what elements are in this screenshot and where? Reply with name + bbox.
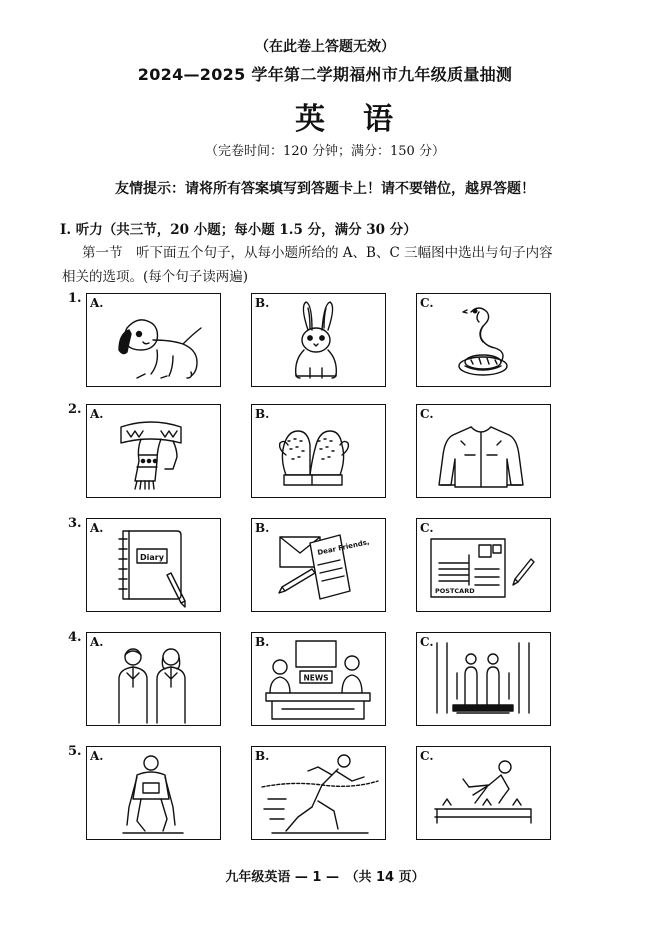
instruction-line-1: 第一节 听下面五个句子，从每小题所给的 A、B、C 三幅图中选出与句子内容 [82,245,553,261]
option-picture[interactable] [416,746,551,840]
option-label: C. [420,296,434,310]
option-picture[interactable] [86,404,221,498]
news-text: NEWS [303,673,329,683]
jacket-icon [417,405,549,496]
option-picture[interactable] [86,518,221,612]
option-picture[interactable] [251,404,386,498]
snake-icon [417,294,549,385]
option-picture[interactable] [86,746,221,840]
question-number: 3. [68,516,82,531]
statues-icon [417,633,549,724]
option-label: B. [255,521,270,535]
page-footer: 九年级英语 — 1 — （共 14 页） [225,870,425,885]
scarf-icon [87,405,219,496]
instruction-line-2: 相关的选项。(每个句子读两遍) [62,269,249,285]
option-picture[interactable] [416,404,551,498]
option-picture[interactable] [251,746,386,840]
news-anchors-icon [252,633,384,724]
option-label: C. [420,407,434,421]
subject-title: 英语 [295,102,431,137]
question-number: 1. [68,291,82,306]
option-picture[interactable] [86,293,221,387]
letter-text: Dear Friends, [316,538,371,557]
section-heading: I. 听力（共三节，20 小题；每小题 1.5 分，满分 30 分） [60,222,417,238]
friendly-tip: 友情提示：请将所有答案填写到答题卡上！请不要错位，越界答题！ [115,181,535,197]
question-number: 4. [68,630,82,645]
option-label: C. [420,521,434,535]
option-label: A. [90,296,104,310]
option-picture[interactable] [86,632,221,726]
option-label: B. [255,296,270,310]
option-label: B. [255,749,270,763]
rabbit-icon [252,294,384,385]
exam-title: 2024—2025 学年第二学期福州市九年级质量抽测 [137,65,513,84]
question-number: 2. [68,402,82,417]
sprinter-start-icon [87,747,219,838]
mittens-icon [252,405,384,496]
exam-notice: （在此卷上答题无效） [255,39,395,55]
option-label: C. [420,749,434,763]
option-label: A. [90,521,104,535]
postcard-icon [417,519,549,610]
option-picture[interactable] [251,518,386,612]
option-picture[interactable] [416,518,551,612]
option-label: A. [90,749,104,763]
long-jump-icon [417,747,549,838]
time-info: （完卷时间：120 分钟；满分：150 分） [205,144,445,159]
option-picture[interactable] [416,632,551,726]
option-picture[interactable] [251,632,386,726]
diary-icon [87,519,219,610]
question-number: 5. [68,744,82,759]
option-picture[interactable] [416,293,551,387]
option-label: B. [255,407,270,421]
postcard-text: POSTCARD [435,587,475,595]
option-label: C. [420,635,434,649]
dog-icon [87,294,219,385]
diary-text: Diary [140,553,164,562]
runner-finish-icon [252,747,384,838]
option-label: A. [90,407,104,421]
option-label: B. [255,635,270,649]
doctors-icon [87,633,219,724]
letter-icon [252,519,384,610]
option-label: A. [90,635,104,649]
option-picture[interactable] [251,293,386,387]
